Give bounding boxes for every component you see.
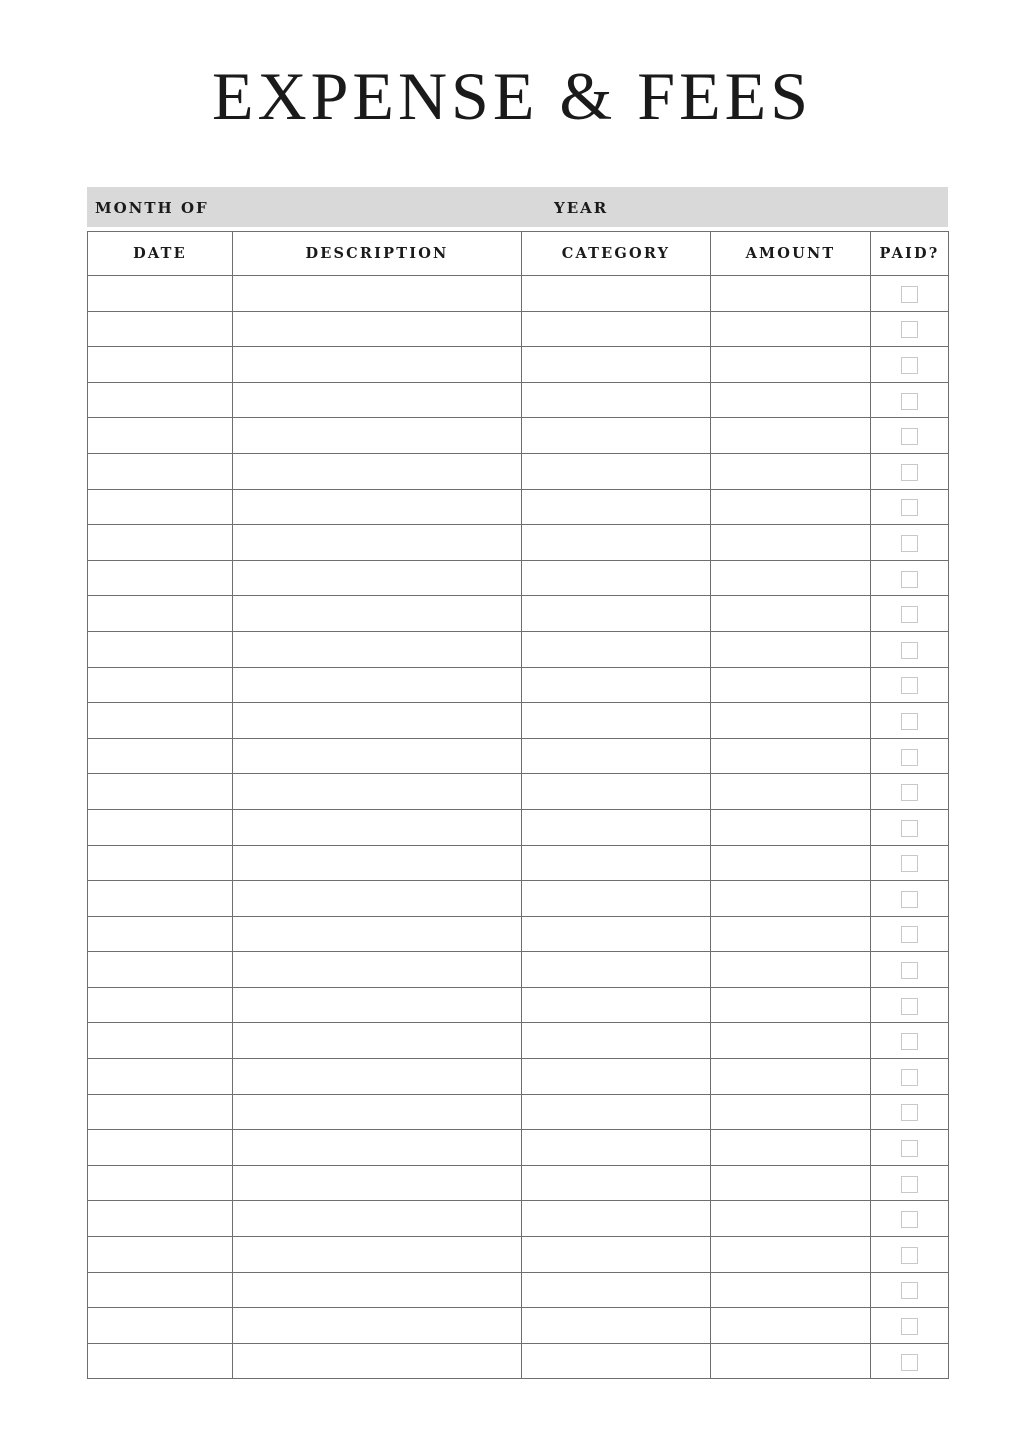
description-cell[interactable] (233, 881, 522, 917)
paid-checkbox[interactable] (901, 891, 918, 908)
date-cell[interactable] (88, 809, 233, 845)
amount-cell[interactable] (711, 1059, 871, 1095)
description-cell[interactable] (233, 1237, 522, 1273)
amount-cell[interactable] (711, 596, 871, 632)
paid-checkbox[interactable] (901, 926, 918, 943)
paid-checkbox[interactable] (901, 1282, 918, 1299)
description-cell[interactable] (233, 560, 522, 596)
paid-cell (871, 1343, 949, 1379)
category-cell[interactable] (522, 1059, 711, 1095)
category-cell[interactable] (522, 987, 711, 1023)
amount-cell[interactable] (711, 311, 871, 347)
paid-checkbox[interactable] (901, 535, 918, 552)
table-row (88, 1059, 949, 1095)
paid-cell (871, 489, 949, 525)
description-cell[interactable] (233, 311, 522, 347)
category-cell[interactable] (522, 382, 711, 418)
table-header-row (88, 232, 949, 276)
column-header-category: CATEGORY (522, 232, 711, 276)
date-cell[interactable] (88, 560, 233, 596)
amount-cell[interactable] (711, 418, 871, 454)
paid-cell (871, 453, 949, 489)
amount-cell[interactable] (711, 1308, 871, 1344)
table-row (88, 881, 949, 917)
paid-checkbox[interactable] (901, 677, 918, 694)
table-row (88, 453, 949, 489)
table-row (88, 774, 949, 810)
table-row (88, 382, 949, 418)
category-cell[interactable] (522, 489, 711, 525)
category-cell[interactable] (522, 525, 711, 561)
amount-cell[interactable] (711, 952, 871, 988)
date-cell[interactable] (88, 1343, 233, 1379)
date-cell[interactable] (88, 631, 233, 667)
category-cell[interactable] (522, 809, 711, 845)
paid-checkbox[interactable] (901, 1104, 918, 1121)
category-cell[interactable] (522, 774, 711, 810)
description-cell[interactable] (233, 916, 522, 952)
table-body (88, 276, 949, 1379)
table-row (88, 952, 949, 988)
category-cell[interactable] (522, 1308, 711, 1344)
paid-cell (871, 916, 949, 952)
paid-checkbox[interactable] (901, 1354, 918, 1371)
description-cell[interactable] (233, 1272, 522, 1308)
description-cell[interactable] (233, 347, 522, 383)
date-cell[interactable] (88, 1201, 233, 1237)
amount-cell[interactable] (711, 1272, 871, 1308)
paid-cell (871, 738, 949, 774)
description-cell[interactable] (233, 1165, 522, 1201)
paid-checkbox[interactable] (901, 1033, 918, 1050)
table-row (88, 560, 949, 596)
paid-cell (871, 1165, 949, 1201)
paid-cell (871, 809, 949, 845)
category-cell[interactable] (522, 418, 711, 454)
table-row (88, 667, 949, 703)
paid-checkbox[interactable] (901, 1247, 918, 1264)
table-row (88, 489, 949, 525)
date-cell[interactable] (88, 347, 233, 383)
date-cell[interactable] (88, 1023, 233, 1059)
amount-cell[interactable] (711, 987, 871, 1023)
column-header-description: DESCRIPTION (233, 232, 522, 276)
paid-checkbox[interactable] (901, 1176, 918, 1193)
table-row (88, 311, 949, 347)
date-cell[interactable] (88, 952, 233, 988)
table-row (88, 631, 949, 667)
month-year-bar (87, 187, 948, 227)
description-cell[interactable] (233, 1343, 522, 1379)
description-cell[interactable] (233, 952, 522, 988)
amount-cell[interactable] (711, 1343, 871, 1379)
amount-cell[interactable] (711, 667, 871, 703)
description-cell[interactable] (233, 738, 522, 774)
date-cell[interactable] (88, 987, 233, 1023)
amount-cell[interactable] (711, 489, 871, 525)
date-cell[interactable] (88, 276, 233, 312)
table-row (88, 596, 949, 632)
description-cell[interactable] (233, 845, 522, 881)
description-cell[interactable] (233, 382, 522, 418)
description-cell[interactable] (233, 703, 522, 739)
table-row (88, 1272, 949, 1308)
description-cell[interactable] (233, 774, 522, 810)
paid-checkbox[interactable] (901, 1318, 918, 1335)
description-cell[interactable] (233, 667, 522, 703)
paid-checkbox[interactable] (901, 855, 918, 872)
amount-cell[interactable] (711, 845, 871, 881)
paid-cell (871, 525, 949, 561)
category-cell[interactable] (522, 560, 711, 596)
date-cell[interactable] (88, 845, 233, 881)
amount-cell[interactable] (711, 560, 871, 596)
amount-cell[interactable] (711, 453, 871, 489)
paid-cell (871, 987, 949, 1023)
category-cell[interactable] (522, 952, 711, 988)
paid-checkbox[interactable] (901, 428, 918, 445)
expense-table (87, 231, 949, 1379)
description-cell[interactable] (233, 631, 522, 667)
description-cell[interactable] (233, 1094, 522, 1130)
date-cell[interactable] (88, 453, 233, 489)
paid-cell (871, 1237, 949, 1273)
date-cell[interactable] (88, 1165, 233, 1201)
paid-checkbox[interactable] (901, 820, 918, 837)
date-cell[interactable] (88, 1130, 233, 1166)
paid-checkbox[interactable] (901, 393, 918, 410)
column-header-date: DATE (88, 232, 233, 276)
paid-checkbox[interactable] (901, 784, 918, 801)
amount-cell[interactable] (711, 774, 871, 810)
date-cell[interactable] (88, 1237, 233, 1273)
amount-cell[interactable] (711, 525, 871, 561)
table-row (88, 1165, 949, 1201)
category-cell[interactable] (522, 1023, 711, 1059)
paid-cell (871, 667, 949, 703)
paid-checkbox[interactable] (901, 464, 918, 481)
description-cell[interactable] (233, 987, 522, 1023)
description-cell[interactable] (233, 489, 522, 525)
paid-cell (871, 845, 949, 881)
paid-checkbox[interactable] (901, 1069, 918, 1086)
category-cell[interactable] (522, 1237, 711, 1273)
amount-cell[interactable] (711, 1165, 871, 1201)
paid-checkbox[interactable] (901, 286, 918, 303)
paid-cell (871, 952, 949, 988)
table-row (88, 1237, 949, 1273)
category-cell[interactable] (522, 1201, 711, 1237)
paid-cell (871, 1059, 949, 1095)
description-cell[interactable] (233, 1023, 522, 1059)
amount-cell[interactable] (711, 809, 871, 845)
date-cell[interactable] (88, 738, 233, 774)
category-cell[interactable] (522, 738, 711, 774)
date-cell[interactable] (88, 774, 233, 810)
paid-cell (871, 347, 949, 383)
paid-cell (871, 1094, 949, 1130)
category-cell[interactable] (522, 703, 711, 739)
category-cell[interactable] (522, 1272, 711, 1308)
date-cell[interactable] (88, 1059, 233, 1095)
category-cell[interactable] (522, 347, 711, 383)
description-cell[interactable] (233, 276, 522, 312)
amount-cell[interactable] (711, 881, 871, 917)
description-cell[interactable] (233, 1059, 522, 1095)
paid-checkbox[interactable] (901, 571, 918, 588)
category-cell[interactable] (522, 916, 711, 952)
column-header-amount: AMOUNT (711, 232, 871, 276)
paid-cell (871, 596, 949, 632)
paid-checkbox[interactable] (901, 962, 918, 979)
date-cell[interactable] (88, 881, 233, 917)
paid-cell (871, 881, 949, 917)
paid-checkbox[interactable] (901, 642, 918, 659)
date-cell[interactable] (88, 667, 233, 703)
date-cell[interactable] (88, 703, 233, 739)
paid-cell (871, 276, 949, 312)
paid-cell (871, 560, 949, 596)
paid-checkbox[interactable] (901, 606, 918, 623)
month-of-label: MONTH OF (95, 199, 209, 217)
amount-cell[interactable] (711, 1201, 871, 1237)
paid-cell (871, 1201, 949, 1237)
paid-cell (871, 1272, 949, 1308)
paid-checkbox[interactable] (901, 321, 918, 338)
paid-cell (871, 703, 949, 739)
table-row (88, 809, 949, 845)
date-cell[interactable] (88, 418, 233, 454)
table-row (88, 418, 949, 454)
paid-cell (871, 774, 949, 810)
date-cell[interactable] (88, 596, 233, 632)
paid-cell (871, 1130, 949, 1166)
date-cell[interactable] (88, 1308, 233, 1344)
date-cell[interactable] (88, 382, 233, 418)
description-cell[interactable] (233, 525, 522, 561)
amount-cell[interactable] (711, 703, 871, 739)
category-cell[interactable] (522, 276, 711, 312)
category-cell[interactable] (522, 1343, 711, 1379)
table-row (88, 347, 949, 383)
category-cell[interactable] (522, 881, 711, 917)
date-cell[interactable] (88, 311, 233, 347)
page-title: EXPENSE & FEES (211, 58, 813, 134)
paid-cell (871, 1023, 949, 1059)
table-row (88, 1201, 949, 1237)
amount-cell[interactable] (711, 1130, 871, 1166)
paid-cell (871, 1308, 949, 1344)
table-row (88, 276, 949, 312)
table-row (88, 1343, 949, 1379)
amount-cell[interactable] (711, 1094, 871, 1130)
date-cell[interactable] (88, 1272, 233, 1308)
table-row (88, 1130, 949, 1166)
amount-cell[interactable] (711, 276, 871, 312)
amount-cell[interactable] (711, 347, 871, 383)
amount-cell[interactable] (711, 916, 871, 952)
table-row (88, 1023, 949, 1059)
date-cell[interactable] (88, 525, 233, 561)
table-row (88, 525, 949, 561)
table-row (88, 987, 949, 1023)
amount-cell[interactable] (711, 738, 871, 774)
description-cell[interactable] (233, 809, 522, 845)
paid-checkbox[interactable] (901, 998, 918, 1015)
paid-checkbox[interactable] (901, 499, 918, 516)
description-cell[interactable] (233, 453, 522, 489)
paid-cell (871, 418, 949, 454)
paid-cell (871, 311, 949, 347)
paid-cell (871, 382, 949, 418)
paid-cell (871, 631, 949, 667)
paid-checkbox[interactable] (901, 357, 918, 374)
paid-checkbox[interactable] (901, 1140, 918, 1157)
column-header-paid: PAID? (871, 232, 949, 276)
table-row (88, 1094, 949, 1130)
category-cell[interactable] (522, 311, 711, 347)
category-cell[interactable] (522, 845, 711, 881)
amount-cell[interactable] (711, 631, 871, 667)
date-cell[interactable] (88, 489, 233, 525)
category-cell[interactable] (522, 1165, 711, 1201)
category-cell[interactable] (522, 1130, 711, 1166)
paid-checkbox[interactable] (901, 1211, 918, 1228)
amount-cell[interactable] (711, 1237, 871, 1273)
year-label: YEAR (554, 199, 609, 217)
description-cell[interactable] (233, 1308, 522, 1344)
table-row (88, 703, 949, 739)
description-cell[interactable] (233, 1130, 522, 1166)
amount-cell[interactable] (711, 1023, 871, 1059)
description-cell[interactable] (233, 1201, 522, 1237)
table-row (88, 1308, 949, 1344)
category-cell[interactable] (522, 596, 711, 632)
category-cell[interactable] (522, 453, 711, 489)
table-row (88, 845, 949, 881)
date-cell[interactable] (88, 1094, 233, 1130)
table-row (88, 738, 949, 774)
date-cell[interactable] (88, 916, 233, 952)
paid-checkbox[interactable] (901, 713, 918, 730)
category-cell[interactable] (522, 1094, 711, 1130)
amount-cell[interactable] (711, 382, 871, 418)
category-cell[interactable] (522, 667, 711, 703)
paid-checkbox[interactable] (901, 749, 918, 766)
description-cell[interactable] (233, 418, 522, 454)
table-row (88, 916, 949, 952)
description-cell[interactable] (233, 596, 522, 632)
category-cell[interactable] (522, 631, 711, 667)
